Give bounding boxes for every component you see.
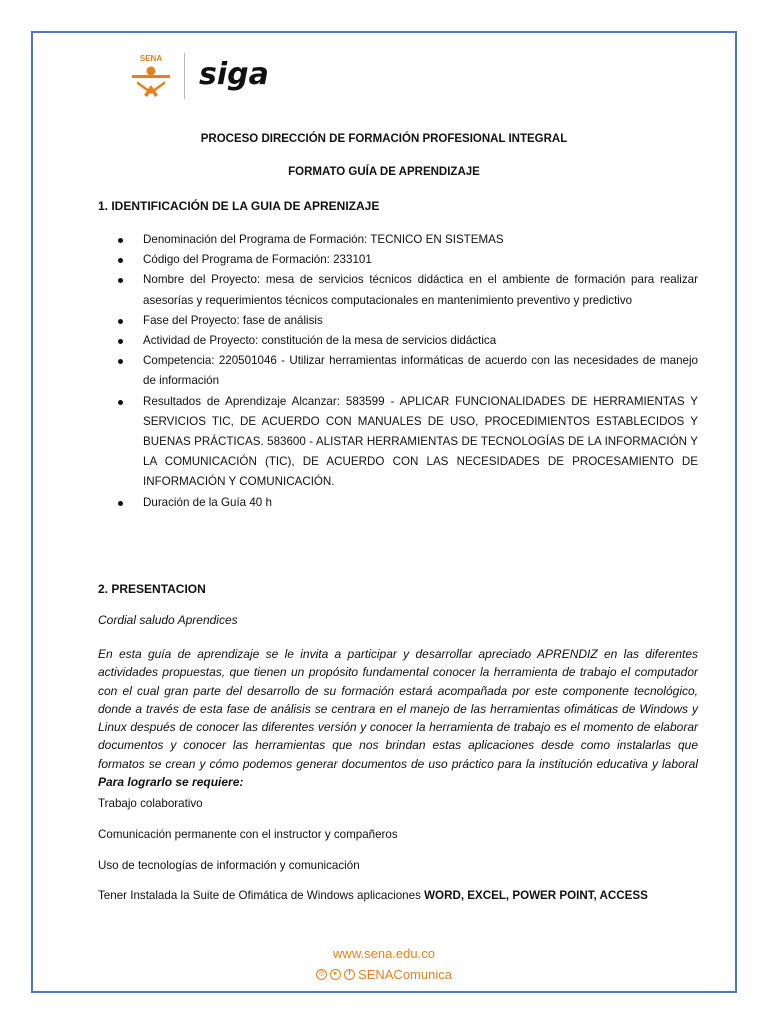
svg-text:siga: siga	[199, 57, 269, 92]
bullet-icon	[118, 501, 123, 506]
list-item: Nombre del Proyecto: mesa de servicios técnicos didáctica en el ambiente de formación para realizar asesorías y requerimientos técnicos computacionales en mantenimiento preventivo y predictivo	[118, 270, 698, 310]
process-title: PROCESO DIRECCIÓN DE FORMACIÓN PROFESIONAL INTEGRAL	[200, 133, 568, 145]
social-handle: SENAComunica	[358, 967, 452, 982]
list-item: Competencia: 220501046 - Utilizar herramientas informáticas de acuerdo con las necesidades de manejo de información	[118, 351, 698, 391]
sena-logo	[128, 51, 174, 101]
bullet-icon	[118, 359, 123, 364]
footer-social	[0, 963, 768, 982]
paragraph-bold-end: Para lograrlo se requiere:	[98, 775, 244, 790]
bullet-icon	[118, 238, 123, 243]
list-item: Fase del Proyecto: fase de análisis	[118, 311, 698, 331]
requirement-item: Trabajo colaborativo	[98, 797, 203, 810]
bullet-icon	[118, 319, 123, 324]
list-item: Duración de la Guía 40 h	[118, 493, 698, 513]
bullet-icon	[118, 278, 123, 283]
presentation-paragraph: En esta guía de aprendizaje se le invita a participar y desarrollar apreciado APRENDIZ en las diferentes actividades propuestas, que tienen un propósito fundamental conocer la herramienta de trabajo el computador con el cual gran parte del desarrollo de su formación estará acompañada por este componente tecnológico, donde a través de esta fase de análisis se centrara en el manejo de las herramientas ofimáticas de Windows y Linux después de conocer las diferentes versión y conocer la herramienta de trabajo es el momento de elaborar documentos y conocer las herramientas que nos brindan estas aplicaciones desde como instalarlas que formatos se crean y cómo podemos generar documentos de uso práctico para la institución educativa y laboral Para lograrlo se requiere:	[98, 647, 698, 790]
section-1-title: 1. IDENTIFICACIÓN DE LA GUIA DE APRENIZAJE	[98, 199, 380, 213]
section-2-title: 2. PRESENTACION	[98, 582, 206, 596]
list-item: Denominación del Programa de Formación: TECNICO EN SISTEMAS	[118, 230, 698, 250]
format-title: FORMATO GUÍA DE APRENDIZAJE	[288, 166, 480, 178]
header-logos	[128, 50, 277, 102]
logo-divider	[184, 53, 185, 99]
footer-website: www.sena.edu.co	[333, 946, 435, 961]
requirement-office-suite: Tener Instalada la Suite de Ofimática de Windows aplicaciones WORD, EXCEL, POWER POINT, ACCESS	[98, 889, 648, 902]
siga-logo	[197, 54, 277, 98]
svg-text:SENA: SENA	[139, 54, 163, 63]
requirement-item: Uso de tecnologías de información y comunicación	[98, 859, 360, 872]
youtube-icon: ▸	[330, 969, 341, 980]
list-item: Código del Programa de Formación: 233101	[118, 250, 698, 270]
list-item: Resultados de Aprendizaje Alcanzar: 583599 - APLICAR FUNCIONALIDADES DE HERRAMIENTAS Y SERVICIOS TIC, DE ACUERDO CON MANUALES DE USO, PROCEDIMIENTOS ESTABLECIDOS Y BUENAS PRÁCTICAS. 583600 - ALISTAR HERRAMIENTAS DE TECNOLOGÍAS DE LA INFORMACIÓN Y LA COMUNICACIÓN (TIC), DE ACUERDO CON LAS NECESIDADES DE PROCESAMIENTO DE INFORMACIÓN Y COMUNICACIÓN.	[118, 392, 698, 493]
bullet-icon	[118, 400, 123, 405]
requirement-item: Comunicación permanente con el instructor y compañeros	[98, 828, 398, 841]
greeting: Cordial saludo Aprendices	[98, 613, 238, 627]
identification-list	[118, 230, 698, 513]
instagram-icon: ◎	[316, 969, 327, 980]
list-item: Actividad de Proyecto: constitución de la mesa de servicios didáctica	[118, 331, 698, 351]
bullet-icon	[118, 258, 123, 263]
bullet-icon	[118, 339, 123, 344]
facebook-icon: f	[344, 969, 355, 980]
